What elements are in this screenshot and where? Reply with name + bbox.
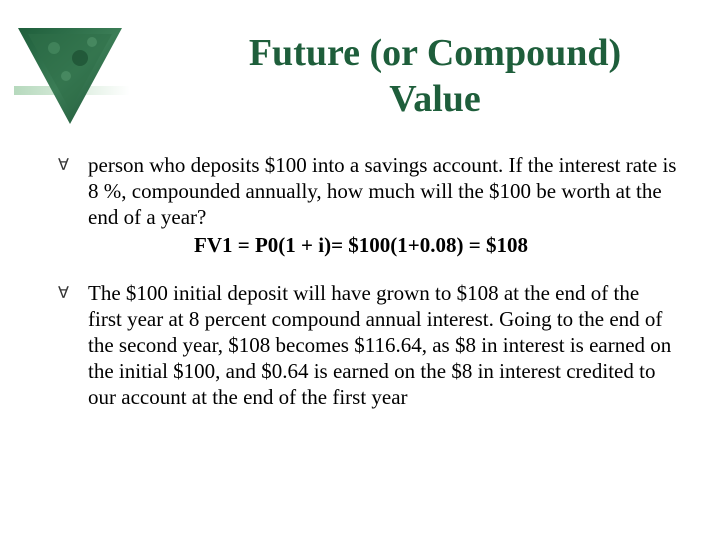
slide-title: Future (or Compound) Value [248,32,622,120]
chevron-bullet-icon: ∀ [58,283,69,302]
formula-fv1: FV1 = P0(1 + i)= $100(1+0.08) = $108 [194,233,528,257]
bullet-item-deposit-question [58,152,678,258]
bullet-item-growth-explanation [58,280,678,410]
bullet-list [58,152,678,410]
bullet-text: The $100 initial deposit will have grown to $108 at the end of the first year at 8 percent compound annual interest. Going to the end of the second year, $108 becomes $116.64, as $8 in interest is earned on the initial $100, and $0.64 is earned on the $8 in interest credited to our account at the end of the first year [88,281,672,409]
bullet-text: person who deposits $100 into a savings account. If the interest rate is 8 %, compounded annually, how much will the $100 be worth at the end of a year? [88,153,677,229]
triangle-logo-icon [14,24,130,130]
chevron-bullet-icon: ∀ [58,155,69,174]
